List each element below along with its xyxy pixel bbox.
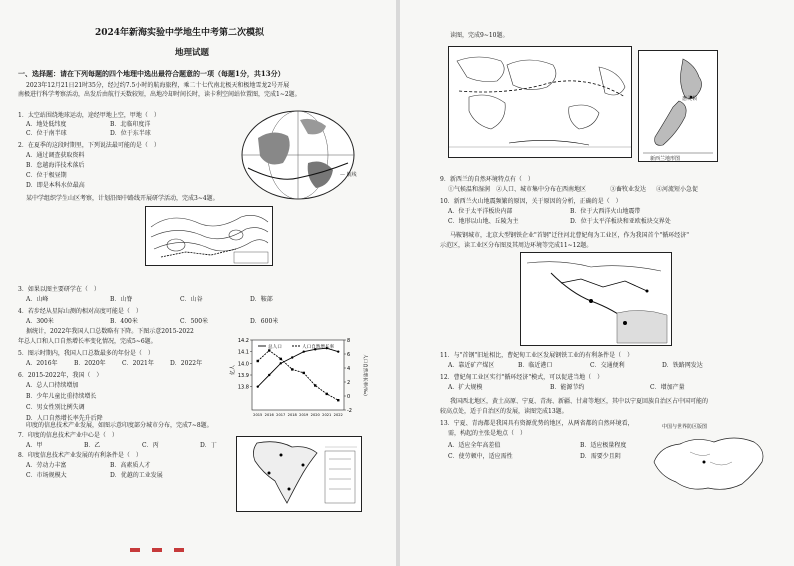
x-tick-label: 2021 [322, 413, 332, 417]
map-city-label: 惠灵顿 [682, 96, 698, 102]
exam-title: 2024年新海实验中学地生中考第二次模拟 [95, 28, 265, 38]
option: B．高素质人才 [110, 462, 151, 469]
q78-intro: 印度的信息技术产业发展，如图示意印度部分城市分布，完成7~8题。 [26, 422, 213, 429]
option: D．位于东半球 [110, 130, 151, 137]
exam-page-left [0, 0, 396, 566]
option: C．男女性别比例失调 [26, 404, 85, 411]
data-point-total-population [257, 385, 259, 387]
question-12: 12．曹妃甸工业区实行"循环经济"模式，可以促进当地（ ） [440, 374, 604, 381]
y-left-tick-label: 13.8 [237, 384, 249, 391]
option: D．即是本科水位最高 [26, 182, 85, 189]
chart-plot-area [252, 340, 344, 410]
option: A．总人口持续增加 [26, 382, 79, 389]
option: A．靠近矿产煤区 [448, 362, 495, 369]
intro-line: 南极进行科学考察活动，出发后由航行天数较短，出地冷却时间长时，读卡利空间站位置图，完成1~2题。 [18, 91, 301, 98]
q13-intro: 我国西北地区，黄土高原、宁夏、青海、新疆、甘肃等地区，其中以宁夏回族自治区占中国可能的 [450, 398, 709, 405]
exam-page-right [400, 0, 794, 566]
question-13: 13．宁夏、青海都是我国具有资源优势的地区，从两省都的自然环境看， [440, 420, 634, 427]
y-right-tick-label: 4 [347, 366, 351, 372]
option: D．鞍部 [250, 296, 273, 303]
option: D．人口自然增长率先升后降 [26, 415, 103, 422]
x-tick-label: 2018 [287, 413, 297, 417]
option: C．位于南半球 [26, 130, 67, 137]
option: D．位于太平洋板块和亚欧板块交界处 [570, 218, 671, 225]
data-point-total-population [303, 350, 305, 352]
figure-legend: — 航线 [340, 172, 357, 178]
question-4: 4．若步经从星际山测的相对高度可能是（ ） [18, 308, 142, 315]
globe-figure [238, 108, 358, 203]
option: C．地形以山地、丘陵为主 [448, 218, 519, 225]
legend-label-total-population: 总人口 [268, 345, 282, 350]
q13-intro: 较高点处，适于自治区的发展，读图完成13题。 [440, 408, 568, 415]
red-mark [130, 548, 140, 552]
option: B．少年儿童比重持续增长 [26, 393, 97, 400]
population-chart [228, 330, 368, 430]
question-8: 8．印度信息技术产业发展的有利条件是（ ） [18, 452, 142, 459]
section-heading: 一、选择题：请在下列每题的四个地理中选出最符合题意的一项（每题1分，共13分） [18, 69, 285, 78]
option: C．500米 [180, 318, 209, 325]
option: D．优越的工业发展 [110, 472, 163, 479]
intro-line: 2023年12月21日21时35分，经过约7.5小时的航海旅程，乘二十七代南北极天和极地雪龙2号开展 [26, 82, 290, 89]
option: C．使劳顿中，适应需性 [448, 453, 513, 460]
q1112-intro: 马鞍钢城市，北京大型钢铁企业"首钢"迁往河北曹妃甸为工业区，作为我国首个"循环经济" [450, 232, 690, 239]
question-9: 9．新西兰的自然环境特点有（ ） [440, 176, 534, 183]
china-map [650, 432, 770, 496]
x-tick-label: 2016 [264, 413, 274, 417]
y-left-tick-label: 14.1 [237, 349, 249, 356]
option: B．乙 [84, 442, 101, 449]
option: ①气候温和湿润 [448, 186, 491, 193]
question-2: 2．在夏季的这段时期里，下列说法最可能的是（ ） [18, 142, 160, 149]
red-mark [152, 548, 162, 552]
question-7: 7．印度的信息技术产业中心是（ ） [18, 432, 118, 439]
option: A．300米 [26, 318, 54, 325]
data-point-growth-rate [257, 360, 259, 362]
option: D．丁 [200, 442, 217, 449]
red-mark [174, 548, 184, 552]
option: ③畜牧业发达 [610, 186, 647, 193]
question-10: 10．新西兰火山地震频繁的原因，关于原因的分析，正确的是（ ） [440, 198, 622, 205]
y-left-tick-label: 14.2 [237, 338, 249, 344]
question-6: 6．2015-2022年，我国（ ） [18, 372, 103, 379]
option: A．甲 [26, 442, 43, 449]
china-map-title: 中国与世界防区版图 [662, 424, 708, 430]
question-5: 5．图示时期内，我国人口总数最多的年份是（ ） [18, 350, 154, 357]
data-point-growth-rate [314, 384, 316, 386]
option: D．2022年 [170, 360, 203, 367]
x-tick-label: 2022 [333, 413, 343, 417]
option: A．山峰 [26, 296, 49, 303]
option: B．临近港口 [518, 362, 553, 369]
exam-subtitle: 地理试题 [175, 48, 210, 58]
option: C．交通便利 [590, 362, 625, 369]
option: C．2021年 [122, 360, 154, 367]
y-left-tick-label: 14.0 [237, 361, 249, 368]
option: B．适应极量程度 [580, 442, 627, 449]
q34-intro: 某中学组织学生山区考察，计划沿图中路线开展研学活动，完成3~4题。 [26, 195, 219, 202]
data-point-total-population [280, 362, 282, 364]
option: A．适应全年高差值 [448, 442, 501, 449]
option: A．2016年 [26, 360, 58, 367]
x-tick-label: 2017 [276, 413, 286, 417]
option: B．400米 [110, 318, 138, 325]
option: B．北临印度洋 [110, 121, 151, 128]
option: C．山谷 [180, 296, 203, 303]
contour-map [145, 206, 273, 266]
data-point-growth-rate [326, 393, 328, 395]
q910-intro: 读图，完成9~10题。 [450, 32, 509, 39]
option: C．丙 [142, 442, 159, 449]
q56-intro: 年总人口和人口自然增长率变化情况，完成5~6题。 [18, 338, 157, 345]
option: B．怠越海洋技术落后 [26, 162, 85, 169]
y-right-tick-label: 8 [347, 338, 351, 344]
y-right-axis-label: 人口自然增长率(‰) [362, 354, 367, 396]
x-tick-label: 2020 [310, 413, 320, 417]
data-point-growth-rate [303, 372, 305, 374]
y-left-axis-label: 亿人 [230, 364, 236, 376]
question-1: 1．太空站围绕地球运动，途经甲地上空，甲地（ ） [18, 112, 160, 119]
option: A．通过调查获取资料 [26, 152, 85, 159]
option: D．600米 [250, 318, 279, 325]
question-11: 11．与"首钢"旧址相比，曹妃甸工业区发展钢铁工业的有利条件是（ ） [440, 352, 634, 359]
option: D．需要少且阴 [580, 453, 621, 460]
data-point-total-population [337, 350, 339, 352]
caofeidian-map [520, 252, 672, 346]
option: A．劳动力丰富 [26, 462, 67, 469]
option: ④河流短小急促 [656, 186, 699, 193]
data-point-total-population [268, 374, 270, 376]
data-point-growth-rate [291, 368, 293, 370]
option: C．位于极昼期 [26, 172, 67, 179]
option: D．铁路网发达 [662, 362, 703, 369]
nz-caption: 新西兰地形图 [650, 156, 681, 162]
option: A．位于太平洋板块内部 [448, 208, 513, 215]
pacific-map [448, 46, 632, 158]
india-map [236, 436, 362, 512]
option: C．市场规模大 [26, 472, 67, 479]
new-zealand-map [638, 50, 718, 162]
y-right-tick-label: 0 [347, 394, 351, 400]
q56-intro: 据统计，2022年我国人口总数略有下降。下图示意2015-2022 [26, 328, 194, 335]
y-right-tick-label: 6 [347, 352, 351, 358]
option: B．位于大西洋火山地震带 [570, 208, 641, 215]
question-13-cont: 需，构起的主张是地点（ ） [448, 430, 527, 437]
option: A．地处低纬度 [26, 121, 67, 128]
x-tick-label: 2015 [253, 413, 263, 417]
legend-label-growth-rate: 人口自然增长率 [302, 345, 335, 350]
y-left-tick-label: 13.9 [237, 373, 249, 379]
option: B．能源节约 [550, 384, 585, 391]
option: B．2020年 [74, 360, 106, 367]
y-right-tick-label: 2 [347, 380, 351, 386]
question-3: 3．如果以图主要研学在（ ） [18, 286, 100, 293]
data-point-growth-rate [280, 358, 282, 360]
q1112-intro: 示范区，读工业区分布图及其周边环境等完成11~12题。 [440, 242, 593, 249]
option: C．增加产量 [650, 384, 685, 391]
option: ②人口、城市集中分布在西南地区 [496, 186, 587, 193]
x-tick-label: 2019 [299, 413, 309, 417]
population-chart-svg [228, 330, 368, 430]
option: B．山脊 [110, 296, 133, 303]
option: A．扩大规模 [448, 384, 483, 391]
y-right-tick-label: -2 [347, 408, 352, 414]
data-point-growth-rate [337, 399, 339, 401]
data-point-total-population [291, 356, 293, 358]
